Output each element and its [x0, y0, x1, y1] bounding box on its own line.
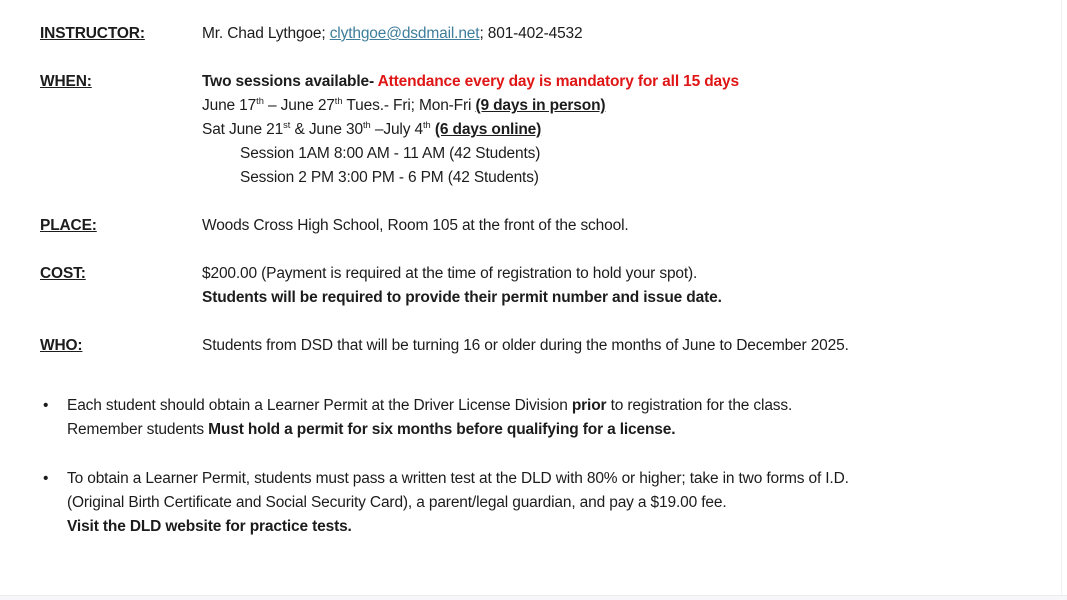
- date-text: – June 27: [263, 97, 335, 114]
- who-label: WHO:: [40, 337, 83, 354]
- bullet1-text: Remember students: [67, 421, 209, 438]
- when-label: WHEN:: [40, 73, 92, 90]
- when-dates-online: [202, 118, 1030, 142]
- bullet-obtain-permit-requirements: [40, 467, 1030, 539]
- days-in-person-emphasis: (9 days in person): [475, 97, 606, 114]
- when-content: [202, 70, 1030, 190]
- place-row: [40, 214, 1030, 238]
- date-text: Tues.- Fri; Mon-Fri: [342, 97, 476, 114]
- cost-row: [40, 262, 1030, 310]
- bullet2-line1: To obtain a Learner Permit, students must pass a written test at the DLD with 80% or higher; take in two forms of I.D.: [67, 470, 849, 487]
- bullet1-text: to registration for the class.: [606, 397, 793, 414]
- when-headline: [202, 70, 1030, 94]
- instructor-content: [202, 22, 1030, 46]
- date-text: Sat June 21: [202, 121, 284, 138]
- bullet-text: [67, 394, 1030, 442]
- date-text: –July 4: [370, 121, 423, 138]
- who-row: [40, 334, 1030, 358]
- session-2-time: Session 2 PM 3:00 PM - 6 PM (42 Students): [240, 169, 539, 186]
- cost-permit-requirement-text: Students will be required to provide their permit number and issue date.: [202, 289, 722, 306]
- bullet-marker: •: [43, 470, 49, 487]
- who-content: Students from DSD that will be turning 16 or older during the months of June to December 2025.: [202, 337, 849, 354]
- ordinal-suffix: th: [422, 119, 431, 130]
- six-months-emphasis: Must hold a permit for six months before qualifying for a license.: [208, 421, 676, 438]
- cost-content: [202, 262, 1030, 310]
- bullet-marker: •: [43, 397, 49, 414]
- days-online-emphasis: (6 days online): [434, 121, 542, 138]
- place-content: Woods Cross High School, Room 105 at the front of the school.: [202, 217, 629, 234]
- ordinal-suffix: th: [256, 95, 264, 106]
- ordinal-suffix: th: [362, 119, 371, 130]
- cost-label: COST:: [40, 265, 86, 282]
- instructor-label: INSTRUCTOR:: [40, 25, 145, 42]
- when-dates-in-person: [202, 94, 1030, 118]
- bullet1-text: Each student should obtain a Learner Permit at the Driver License Division: [67, 397, 572, 414]
- prior-emphasis: prior: [571, 397, 607, 414]
- ordinal-suffix: st: [283, 119, 291, 130]
- page-bottom-edge: [0, 595, 1067, 600]
- bullet-learner-permit-prior: [40, 394, 1030, 442]
- document-body: [40, 22, 1030, 539]
- bullet-text: [67, 467, 1030, 539]
- instructor-name: Mr. Chad Lythgoe;: [202, 25, 330, 42]
- when-row: [40, 70, 1030, 190]
- date-text: & June 30: [290, 121, 363, 138]
- ordinal-suffix: th: [334, 95, 343, 106]
- sessions-available-text: Two sessions available-: [202, 73, 378, 90]
- place-label: PLACE:: [40, 217, 97, 234]
- instructor-phone: ; 801-402-4532: [479, 25, 583, 42]
- date-text: June 17: [202, 97, 257, 114]
- cost-amount-text: $200.00 (Payment is required at the time of registration to hold your spot).: [202, 265, 698, 282]
- email-link[interactable]: clythgoe@dsdmail.net: [329, 25, 480, 42]
- instructor-row: [40, 22, 1030, 46]
- bullet2-line2: (Original Birth Certificate and Social Security Card), a parent/legal guardian, and pay a $19.00 fee.: [67, 494, 727, 511]
- attendance-warning-text: Attendance every day is mandatory for all 15 days: [377, 73, 739, 90]
- page-right-edge: [1061, 0, 1062, 595]
- bullet1-line1: [67, 394, 1030, 418]
- bullet1-line2: [67, 418, 1030, 442]
- dld-website-emphasis: Visit the DLD website for practice tests.: [67, 518, 352, 535]
- session-1-time: Session 1AM 8:00 AM - 11 AM (42 Students): [240, 145, 541, 162]
